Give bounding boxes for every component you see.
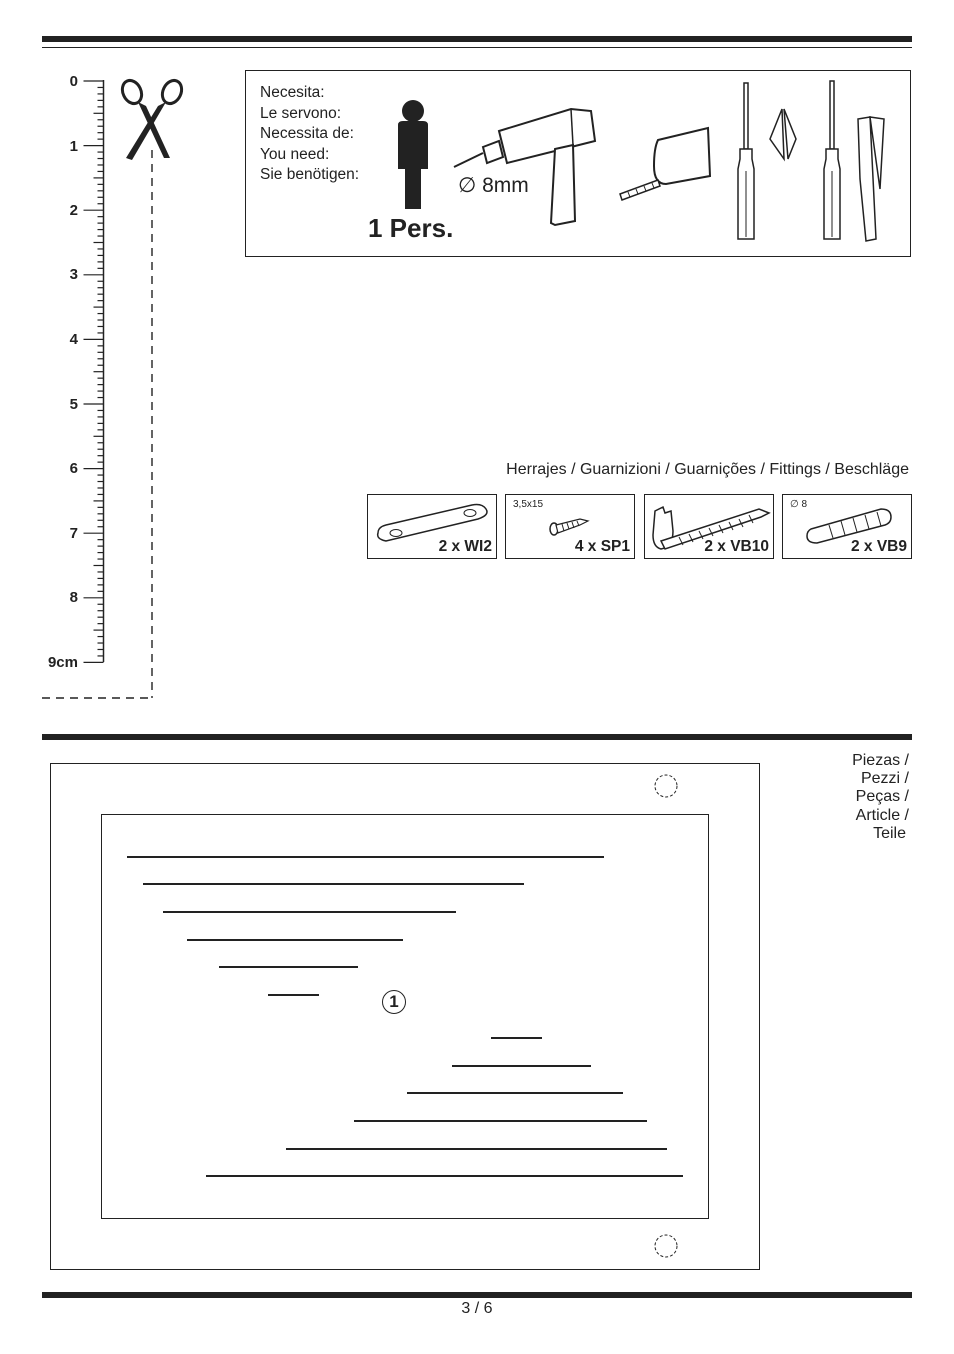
fitting-sp1	[505, 494, 635, 559]
you-need-text	[260, 83, 359, 186]
required-tools-box	[245, 70, 911, 257]
need-line-en: You need:	[260, 145, 330, 163]
need-line-es: Necesita:	[260, 84, 325, 101]
parts-label-fr: Article /	[855, 806, 909, 824]
part-number-badge: 1	[382, 990, 406, 1014]
need-line-pt: Necessita de:	[260, 125, 354, 142]
ruler-label-7: 7	[69, 525, 78, 542]
ruler-label-0: 0	[69, 73, 78, 90]
mounting-hole-top	[652, 768, 680, 806]
fittings-heading: Herrajes / Guarnizioni / Guarnições / Fittings / Beschläge	[506, 461, 909, 478]
ruler-label-8: 8	[69, 589, 78, 606]
ruler-label-9cm: 9cm	[47, 654, 78, 671]
fitting-qty: 4 x SP1	[574, 538, 630, 555]
fitting-qty: 2 x WI2	[438, 538, 492, 555]
parts-label-de: Teile	[873, 824, 906, 842]
fitting-spec: ∅ 8	[790, 499, 808, 510]
mirror-glass	[101, 814, 709, 1219]
fitting-wi2	[367, 494, 497, 559]
phillips-screwdriver-icon	[738, 83, 754, 239]
need-line-de: Sie benötigen:	[260, 166, 360, 183]
parts-label-es: Piezas /	[852, 752, 909, 769]
page-number: 3 / 6	[461, 1300, 493, 1317]
fitting-spec: 3,5x15	[513, 499, 544, 510]
bottom-rule	[42, 1292, 912, 1298]
parts-label-it: Pezzi /	[860, 770, 909, 788]
fitting-vb9	[782, 494, 912, 559]
parts-label	[852, 752, 909, 843]
fitting-vb10	[644, 494, 774, 559]
screw-icon	[546, 513, 594, 537]
fitting-qty: 2 x VB10	[704, 538, 769, 555]
ruler-label-5: 5	[69, 396, 78, 413]
screwdrivers-icon	[730, 79, 910, 249]
drill-diameter: ∅ 8mm	[458, 174, 529, 197]
drill-icon	[451, 101, 606, 229]
parts-label-pt: Peças /	[855, 788, 909, 806]
tape-measure-icon	[618, 126, 718, 206]
ruler-label-1: 1	[69, 138, 78, 155]
ruler-label-4: 4	[69, 331, 78, 348]
persons-count: 1 Pers.	[368, 213, 454, 243]
scissors-icon	[118, 76, 188, 164]
section-rule	[42, 734, 912, 740]
mounting-hole-bottom	[652, 1228, 680, 1266]
flat-screwdriver-icon	[824, 81, 840, 239]
person-icon	[394, 99, 432, 211]
ruler-label-6: 6	[69, 460, 78, 477]
ruler-label-2: 2	[69, 202, 78, 219]
need-line-it: Le servono:	[260, 104, 341, 122]
fitting-qty: 2 x VB9	[850, 538, 907, 555]
ruler-label-3: 3	[69, 266, 78, 283]
